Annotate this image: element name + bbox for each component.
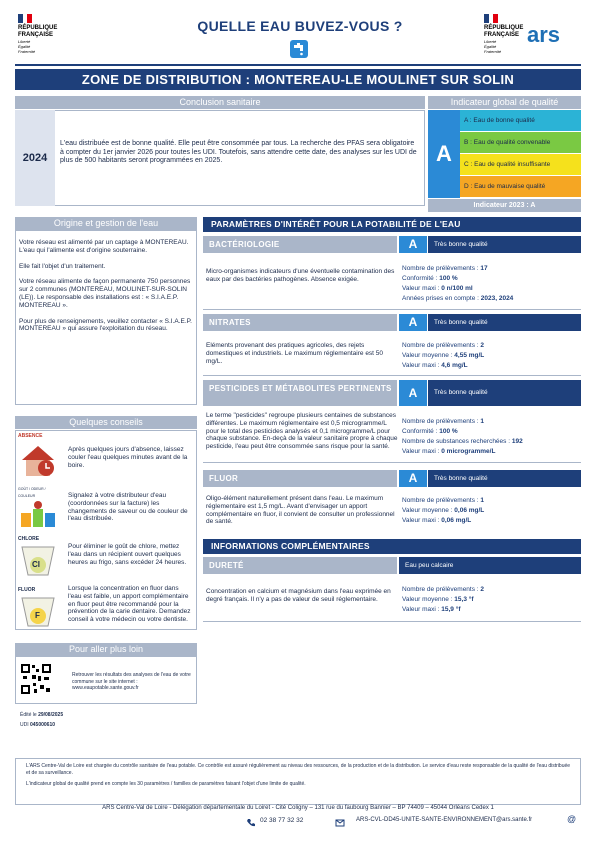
- param-stats: Nombre de prélèvements : 1 Valeur moyenne : 0,06 mg/L Valeur maxi : 0,06 mg/L: [402, 497, 485, 524]
- indicator-footer: Indicateur 2023 : A: [428, 199, 581, 212]
- rf-line: FRANÇAISE: [18, 32, 54, 38]
- param-description: Le terme "pesticides" regroupe plusieurs centaines de substances différentes. Le maximum réglementaire est 0,5 microgramme/L pour le total des pesticides analysés et 0,1 microgramme/L pour chaque substance. En-deçà de la valeur sanitaire propre à chaque pesticide, l'eau peut être consommée sans risque pour la santé.: [206, 412, 398, 451]
- divider: [203, 462, 581, 463]
- divider: [203, 309, 581, 310]
- indicator-row-c: C : Eau de qualité insuffisante: [460, 154, 581, 176]
- complement-name: DURETÉ: [203, 557, 397, 574]
- origin-heading: Origine et gestion de l'eau: [15, 217, 197, 230]
- rf-motto: Fraternité: [484, 49, 502, 54]
- qr-code-icon[interactable]: [20, 663, 52, 695]
- indicator-heading: Indicateur global de qualité: [428, 96, 581, 109]
- further-heading: Pour aller plus loin: [15, 643, 197, 656]
- param-stats: Nombre de prélèvements : 1 Conformité : 100 % Nombre de substances recherchées : 192 Valeur maxi : 0 microgramme/L: [402, 418, 523, 455]
- advice-text: Pour éliminer le goût de chlore, mettez l'eau dans un récipient ouvert quelques heures au frigo, sans excéder 24 heures.: [68, 543, 187, 566]
- indicator-grade: A: [428, 110, 460, 198]
- rf-motto: Égalité: [18, 44, 31, 49]
- taste-color-icon: GOÛT / ODEUR / COULEUR: [18, 486, 62, 540]
- edit-date: Édité le 29/08/2025: [20, 712, 64, 718]
- indicator-row-b: B : Eau de qualité convenable: [460, 132, 581, 154]
- advice-text: Après quelques jours d'absence, laissez couler l'eau quelques minutes avant de la boire.: [68, 446, 188, 469]
- complement-description: Concentration en calcium et magnésium dans l'eau exprimée en degré français. Il n'y a pas de valeur de seuil réglementaire.: [206, 588, 391, 603]
- at-icon: @: [567, 814, 577, 824]
- param-grade: A: [399, 380, 427, 406]
- chlore-icon: CHLORE Cl: [18, 536, 62, 577]
- rf-line: RÉPUBLIQUE: [18, 25, 58, 31]
- rf-line: FRANÇAISE: [484, 32, 520, 38]
- origin-paragraph: Elle fait l'objet d'un traitement.: [19, 262, 106, 270]
- param-description: Eléments provenant des pratiques agricoles, des rejets domestiques et industriels. Le maximum réglementaire est 50 mg/L.: [206, 342, 384, 365]
- param-grade-label: Très bonne qualité: [428, 470, 581, 487]
- indicator-row-d: D : Eau de mauvaise qualité: [460, 176, 581, 198]
- param-description: Micro-organismes indicateurs d'une éventuelle contamination des eaux par des bactéries pathogènes. Absence exigée.: [206, 268, 395, 283]
- further-text: Retrouver les résultats des analyses de l'eau de votre commune sur le site internet : www.eaupotable.sante.gouv.fr: [72, 672, 191, 691]
- contact-address: ARS Centre-Val de Loire - Délégation départementale du Loiret - Cité Coligny – 131 rue du faubourg Bannier – BP 74409 – 45044 Orléans Cedex 1: [102, 805, 494, 811]
- complement-label: Eau peu calcaire: [399, 557, 581, 574]
- fluor-icon: FLUOR F: [18, 587, 62, 628]
- republique-francaise-logo-right: [484, 14, 523, 54]
- fluor-letter: F: [35, 610, 40, 620]
- advice-text: Lorsque la concentration en fluor dans l'eau est faible, un apport complémentaire en fluor peut être recommandé pour la prévention de la carie dentaire. Demandez conseil à votre médecin ou votre dentiste.: [68, 585, 191, 624]
- tap-icon: [290, 40, 308, 58]
- param-name-pesticides: PESTICIDES ET MÉTABOLITES PERTINENTS: [203, 380, 397, 406]
- contact-email[interactable]: ARS-CVL-DD45-UNITE-SANTE-ENVIRONNEMENT@ars.sante.fr: [356, 817, 533, 823]
- rf-motto: Liberté: [484, 39, 497, 44]
- param-stats: Nombre de prélèvements : 17 Conformité : 100 % Valeur maxi : 0 n/100 ml Années prises en compte : 2023, 2024: [402, 265, 514, 302]
- page-title: QUELLE EAU BUVEZ-VOUS ?: [197, 18, 403, 34]
- param-grade-label: Très bonne qualité: [428, 314, 581, 331]
- origin-paragraph: Votre réseau alimente de façon permanente 750 personnes sur 2 communes (MONTEREAU, MOULINET-SUR-SOLIN (LE)). Le responsable des installations est : « S.I.A.E.P. MONTEREAU ».: [19, 278, 191, 309]
- complement-stats: Nombre de prélèvements : 2 Valeur moyenne : 15,3 °f Valeur maxi : 15,9 °f: [402, 586, 485, 613]
- phone-icon: [246, 815, 256, 825]
- advice-text: Signalez à votre distributeur d'eau (coordonnées sur la facture) les changements de saveur ou de couleur de l'eau distribuée.: [68, 492, 188, 523]
- conclusion-year: 2024: [15, 110, 55, 206]
- divider: [203, 375, 581, 376]
- ars-logo: ars﻿: [527, 22, 561, 47]
- param-grade-label: Très bonne qualité: [428, 380, 581, 406]
- origin-box: [15, 230, 197, 405]
- zone-title: ZONE DE DISTRIBUTION : MONTEREAU-LE MOULINET SUR SOLIN: [15, 69, 581, 90]
- complement-heading: INFORMATIONS COMPLÉMENTAIRES: [203, 539, 581, 554]
- origin-paragraph: Pour plus de renseignements, veuillez contacter « S.I.A.E.P. MONTEREAU » qui assure l'exploitation du réseau.: [19, 317, 192, 333]
- indicator-row-a: A : Eau de bonne qualité: [460, 110, 581, 132]
- param-name-fluor: FLUOR: [203, 470, 397, 487]
- header-divider: [15, 64, 581, 66]
- rf-line: RÉPUBLIQUE: [484, 25, 524, 31]
- conclusion-heading: Conclusion sanitaire: [15, 96, 425, 109]
- mail-icon: [335, 815, 345, 825]
- indicator-scale: [460, 110, 581, 198]
- footer-note: L'indicateur global de qualité prend en compte les 30 paramètres / familles de paramètres faisant l'objet d'une limite de qualité.: [26, 781, 306, 787]
- params-heading: PARAMÈTRES D'INTÉRÊT POUR LA POTABILITÉ DE L'EAU: [203, 217, 581, 232]
- chlore-letter: Cl: [32, 559, 40, 569]
- contact-phone: 02 38 77 32 32: [260, 817, 304, 824]
- rf-motto: Liberté: [18, 39, 31, 44]
- param-stats: Nombre de prélèvements : 2 Valeur moyenne : 4,55 mg/L Valeur maxi : 4,6 mg/L: [402, 342, 485, 369]
- param-name-nitrates: NITRATES: [203, 314, 397, 331]
- param-name-bacteriologie: BACTÉRIOLOGIE: [203, 236, 397, 253]
- footer-note: L'ARS Centre-Val de Loire est chargée du contrôle sanitaire de l'eau potable. Ce contrôle est assuré régulièrement au niveau des ressources, de la production et de la distribution. Le service d'eau reste responsable de la qualité de l'eau distribuée et de sa surveillance.: [26, 763, 571, 776]
- param-grade: A: [399, 470, 427, 487]
- conclusion-text: L'eau distribuée est de bonne qualité. Elle peut être consommée par tous. La recherche des PFAS sera obligatoire à compter du 1er janvier 2026 pour toutes les UDI. Toutefois, sans attendre cette date, des analyses sur les UDI de plus de 500 habitants seront programmées en 2025.: [60, 140, 417, 164]
- param-grade-label: Très bonne qualité: [428, 236, 581, 253]
- udi-code: UDI 045000610: [20, 722, 56, 728]
- origin-paragraph: Votre réseau est alimenté par un captage à MONTEREAU. L'eau qui l'alimente est d'origine souterraine.: [19, 239, 189, 254]
- divider: [203, 621, 581, 622]
- rf-motto: Fraternité: [18, 49, 36, 54]
- param-description: Oligo-élément naturellement présent dans l'eau. Le maximum réglementaire est 1,5 mg/L. Avant d'envisager un apport complémentaire en fluor, il convient de consulter un professionnel de santé.: [206, 495, 395, 526]
- param-grade: A: [399, 314, 427, 331]
- param-grade: A: [399, 236, 427, 253]
- rf-motto: Égalité: [484, 44, 497, 49]
- republique-francaise-logo-left: [18, 14, 57, 54]
- advice-heading: Quelques conseils: [15, 416, 197, 429]
- absence-icon: ABSENCE: [18, 433, 62, 485]
